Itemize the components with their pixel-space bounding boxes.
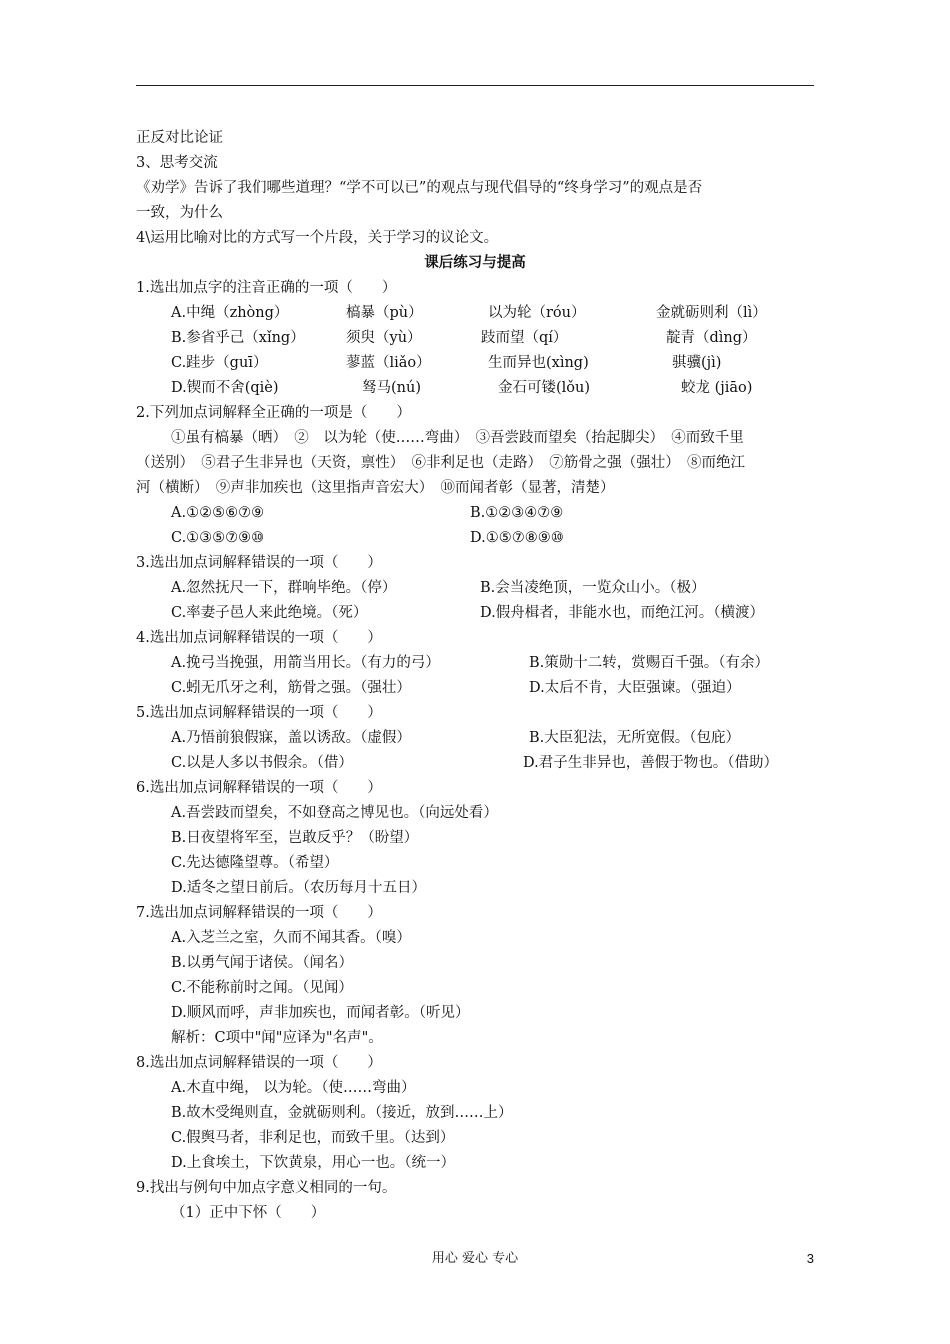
q3-option-c: C.率妻子邑人来此绝境。（死）: [171, 605, 368, 621]
q2-para-2: （送别） ⑤君子生非异也（天资，禀性） ⑥非利足也（走路） ⑦筋骨之强（强壮） ⑧而绝江: [136, 455, 745, 471]
q7-note: 解析：C项中"闻"应译为"名声"。: [171, 1030, 383, 1046]
q7-option-a: A.入芝兰之室，久而不闻其香。（嗅）: [171, 930, 411, 946]
section-title: 课后练习与提高: [424, 255, 526, 271]
q1-option: 须臾（yù）: [346, 330, 422, 346]
q1-option: 跂而望（qí）: [481, 330, 568, 346]
q6-stem: 6.选出加点词解释错误的一项（ ）: [136, 780, 382, 796]
q1-option: 骐骥(jì): [672, 355, 722, 371]
q3-option-a: A.忽然抚尺一下，群响毕绝。（停）: [171, 580, 397, 596]
q6-option-b: B.日夜望将军至，岂敢反乎？（盼望）: [171, 830, 419, 846]
q8-option-d: D.上食埃土，下饮黄泉，用心一也。（统一）: [171, 1155, 455, 1171]
q1-option: 驽马(nú): [362, 380, 421, 396]
page-number: 3: [806, 1251, 814, 1266]
q9-sub-1: （1）正中下怀（ ）: [171, 1205, 326, 1221]
q7-option-c: C.不能称前时之闻。（见闻）: [171, 980, 353, 996]
q2-option-a: A.①②⑤⑥⑦⑨: [171, 505, 265, 521]
q3-stem: 3.选出加点词解释错误的一项（ ）: [136, 555, 382, 571]
q1-option: C.跬步（guī）: [171, 355, 268, 371]
q3-option-d: D.假舟楫者，非能水也，而绝江河。（横渡）: [480, 605, 764, 621]
q1-option: B.参省乎己（xǐng）: [171, 330, 305, 346]
q4-option-c: C.蚓无爪牙之利，筋骨之强。（强壮）: [171, 680, 411, 696]
q7-stem: 7.选出加点词解释错误的一项（ ）: [136, 905, 382, 921]
footer-motto: 用心 爱心 专心: [431, 1251, 519, 1266]
q5-option-b: B.大臣犯法，无所宽假。（包庇）: [529, 730, 741, 746]
q4-option-b: B.策勋十二转，赏赐百千强。（有余）: [529, 655, 770, 671]
q2-option-b: B.①②③④⑦⑨: [470, 505, 564, 521]
q6-option-c: C.先达德隆望尊。（希望）: [171, 855, 339, 871]
intro-line-1: 正反对比论证: [136, 130, 223, 146]
q7-option-d: D.顺风而呼，声非加疾也，而闻者彰。（听见）: [171, 1005, 470, 1021]
q5-stem: 5.选出加点词解释错误的一项（ ）: [136, 705, 382, 721]
q1-option: 靛青（dìng）: [666, 330, 757, 346]
intro-line-3: 《劝学》告诉了我们哪些道理？“学不可以已”的观点与现代倡导的“终身学习”的观点是否: [136, 180, 703, 196]
q1-option: 金就砺则利（lì）: [656, 305, 767, 321]
header-rule: [136, 85, 814, 86]
q8-option-b: B.故木受绳则直，金就砺则利。（接近，放到……上）: [171, 1105, 513, 1121]
q1-option: A.中绳（zhòng）: [171, 305, 289, 321]
q5-option-c: C.以是人多以书假余。（借）: [171, 755, 353, 771]
q1-option: 蓼蓝（liǎo）: [346, 355, 431, 371]
intro-line-2: 3、思考交流: [136, 155, 218, 171]
q8-stem: 8.选出加点词解释错误的一项（ ）: [136, 1055, 382, 1071]
q4-option-d: D.太后不肯，大臣强谏。（强迫）: [529, 680, 741, 696]
q6-option-d: D.适冬之望日前后。（农历每月十五日）: [171, 880, 426, 896]
q2-option-c: C.①③⑤⑦⑨⑩: [171, 530, 265, 546]
q2-para-1: ①虽有槁暴（晒） ② 以为轮（使……弯曲） ③吾尝跂而望矣（抬起脚尖） ④而致千里: [171, 430, 744, 446]
q7-option-b: B.以勇气闻于诸侯。（闻名）: [171, 955, 354, 971]
q4-option-a: A.挽弓当挽强，用箭当用长。（有力的弓）: [171, 655, 440, 671]
q1-option: D.锲而不舍(qiè): [171, 380, 279, 396]
intro-line-4: 一致，为什么: [136, 205, 223, 221]
q3-option-b: B.会当凌绝顶，一览众山小。（极）: [480, 580, 706, 596]
q2-stem: 2.下列加点词解释全正确的一项是（ ）: [136, 405, 411, 421]
q1-option: 蛟龙 (jiāo): [681, 380, 753, 396]
q8-option-a: A.木直中绳， 以为轮。（使……弯曲）: [171, 1080, 416, 1096]
q2-para-3: 河（横断） ⑨声非加疾也（这里指声音宏大） ⑩而闻者彰（显著，清楚）: [136, 480, 615, 496]
q8-option-c: C.假舆马者，非利足也，而致千里。（达到）: [171, 1130, 455, 1146]
q5-option-d: D.君子生非异也，善假于物也。（借助）: [523, 755, 778, 771]
q1-option: 槁暴（pù）: [346, 305, 423, 321]
q4-stem: 4.选出加点词解释错误的一项（ ）: [136, 630, 382, 646]
q1-option: 以为轮（róu）: [488, 305, 586, 321]
q1-option: 生而异也(xìng): [488, 355, 589, 371]
q1-stem: 1.选出加点字的注音正确的一项（ ）: [136, 280, 397, 296]
q5-option-a: A.乃悟前狼假寐，盖以诱敌。（虚假）: [171, 730, 411, 746]
q6-option-a: A.吾尝跂而望矣，不如登高之博见也。（向远处看）: [171, 805, 498, 821]
q9-stem: 9.找出与例句中加点字意义相同的一句。: [136, 1180, 397, 1196]
intro-line-5: 4\运用比喻对比的方式写一个片段，关于学习的议论文。: [136, 230, 499, 246]
q1-option: 金石可镂(lǒu): [498, 380, 591, 396]
q2-option-d: D.①⑤⑦⑧⑨⑩: [470, 530, 564, 546]
